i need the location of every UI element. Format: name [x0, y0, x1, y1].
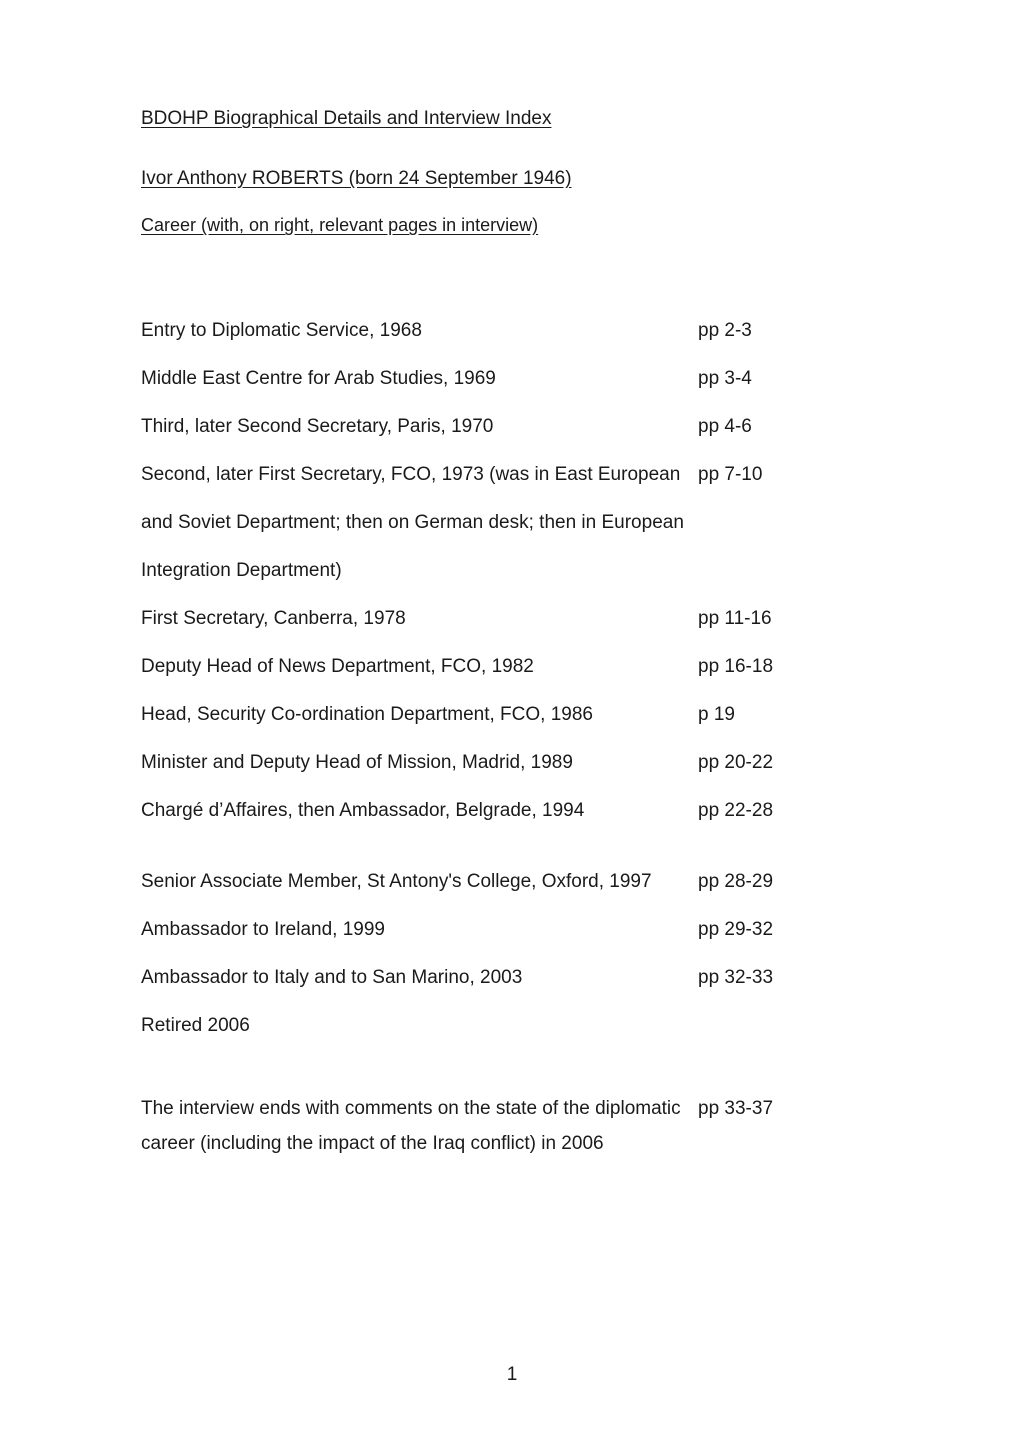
career-pages: pp 4-6 [698, 416, 752, 437]
career-pages: pp 2-3 [698, 320, 752, 341]
career-pages: pp 11-16 [698, 608, 772, 629]
career-description: Senior Associate Member, St Antony's College, Oxford, 1997 [141, 871, 652, 892]
career-description: Chargé d’Affaires, then Ambassador, Belgrade, 1994 [141, 800, 585, 821]
career-pages: pp 22-28 [698, 800, 774, 821]
career-description: career (including the impact of the Iraq conflict) in 2006 [141, 1133, 604, 1154]
career-pages: pp 32-33 [698, 967, 774, 988]
career-pages: pp 29-32 [698, 919, 774, 940]
career-description: Ambassador to Ireland, 1999 [141, 919, 385, 940]
career-description: The interview ends with comments on the state of the diplomatic [141, 1098, 681, 1119]
career-description: First Secretary, Canberra, 1978 [141, 608, 406, 629]
career-description: Entry to Diplomatic Service, 1968 [141, 320, 422, 341]
career-pages: pp 20-22 [698, 752, 774, 773]
career-description: Second, later First Secretary, FCO, 1973 (was in East European [141, 464, 681, 485]
career-pages: pp 28-29 [698, 871, 774, 892]
career-description: Deputy Head of News Department, FCO, 1982 [141, 656, 534, 677]
career-pages: pp 3-4 [698, 368, 752, 389]
page-number: 1 [506, 1364, 518, 1385]
interviewee-name: Ivor Anthony ROBERTS (born 24 September 1946) [141, 168, 572, 189]
career-pages: pp 16-18 [698, 656, 774, 677]
career-description: Minister and Deputy Head of Mission, Madrid, 1989 [141, 752, 573, 773]
career-pages: pp 33-37 [698, 1098, 774, 1119]
career-pages: p 19 [698, 704, 735, 725]
career-description: Head, Security Co-ordination Department, FCO, 1986 [141, 704, 593, 725]
career-description: Integration Department) [141, 560, 342, 581]
document-title: BDOHP Biographical Details and Interview Index [141, 108, 552, 129]
career-description: and Soviet Department; then on German desk; then in European [141, 512, 684, 533]
career-description: Retired 2006 [141, 1015, 250, 1036]
career-description: Middle East Centre for Arab Studies, 1969 [141, 368, 496, 389]
career-pages: pp 7-10 [698, 464, 763, 485]
career-description: Third, later Second Secretary, Paris, 1970 [141, 416, 494, 437]
career-description: Ambassador to Italy and to San Marino, 2003 [141, 967, 523, 988]
career-heading: Career (with, on right, relevant pages in interview) [141, 215, 539, 235]
